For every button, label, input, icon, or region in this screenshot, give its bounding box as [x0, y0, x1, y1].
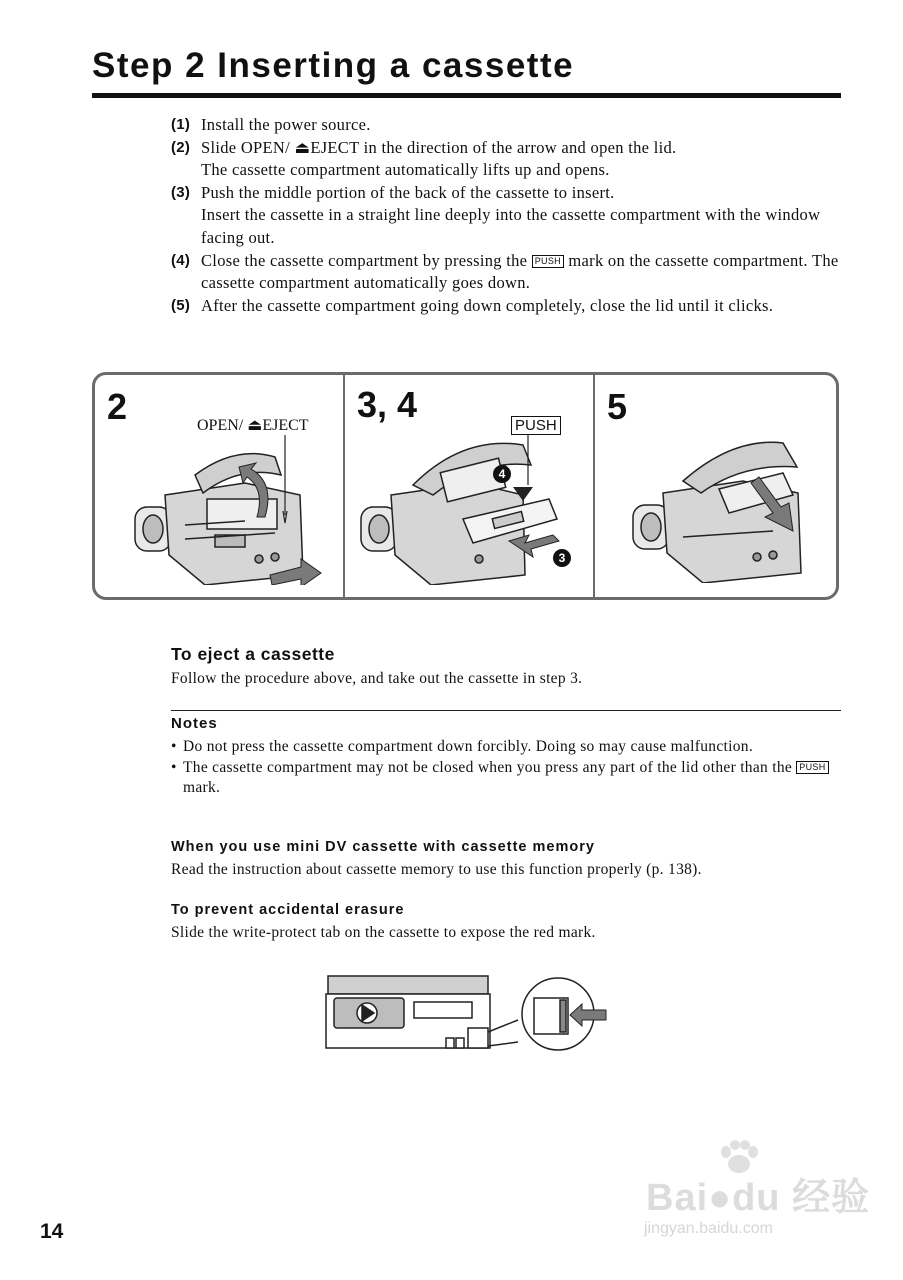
step-text: mark on the cassette compartment. The cassette compartment automatically goes down.: [201, 250, 839, 293]
memory-heading: When you use mini DV cassette with cassette memory: [171, 839, 595, 855]
panel-divider: [593, 375, 595, 597]
notes-rule: [171, 710, 841, 711]
eject-heading: To eject a cassette: [171, 644, 335, 664]
note-item: [171, 758, 841, 799]
panel-number: 3, 4: [357, 384, 418, 425]
erasure-heading: To prevent accidental erasure: [171, 902, 405, 918]
step-number: (4): [171, 251, 191, 269]
open-eject-label: OPEN/ ⏏EJECT: [197, 417, 309, 434]
push-label: PUSH: [511, 416, 561, 435]
step-text: The cassette compartment automatically lifts up and opens.: [201, 160, 610, 180]
camcorder-insert-cassette-illustration: [353, 435, 583, 585]
camcorder-open-lid-illustration: [125, 435, 325, 585]
panel-number: 5: [607, 386, 628, 427]
step-number: (3): [171, 183, 191, 201]
watermark-logo: Bai●du 经验: [646, 1177, 871, 1219]
notes-list: [171, 737, 841, 799]
step-text: Install the power source.: [201, 115, 371, 134]
push-mark: PUSH: [532, 255, 564, 268]
illustration-panels: [92, 372, 839, 600]
step-text: Insert the cassette in a straight line deeply into the cassette compartment with the window facing out.: [201, 205, 821, 247]
panel-number: 2: [107, 386, 128, 427]
callout-3: 3: [553, 549, 571, 567]
bullet-icon: •: [171, 738, 177, 755]
step-text: Slide OPEN/ ⏏EJECT in the direction of the arrow and open the lid.: [201, 137, 677, 157]
step-text: After the cassette compartment going down completely, close the lid until it clicks.: [201, 295, 774, 315]
camcorder-close-lid-illustration: [623, 433, 823, 583]
step-number: (1): [171, 116, 191, 133]
step-list: [171, 114, 841, 317]
erasure-text: Slide the write-protect tab on the cassette to expose the red mark.: [171, 924, 596, 941]
watermark-url: jingyan.baidu.com: [644, 1220, 773, 1237]
bullet-icon: •: [171, 758, 177, 776]
step-4: [171, 250, 841, 295]
note-text: The cassette compartment may not be closed when you press any part of the lid other than the: [183, 758, 793, 776]
note-text: mark.: [183, 779, 221, 796]
step-2: [171, 137, 841, 182]
step-3: [171, 182, 841, 250]
page-number: 14: [40, 1220, 64, 1243]
note-text: Do not press the cassette compartment down forcibly. Doing so may cause malfunction.: [183, 738, 753, 755]
step-text: Push the middle portion of the back of the cassette to insert.: [201, 182, 615, 202]
callout-4: 4: [493, 465, 511, 483]
notes-heading: Notes: [171, 715, 218, 732]
step-text: Close the cassette compartment by pressing the: [201, 250, 528, 270]
memory-text: Read the instruction about cassette memory to use this function properly (p. 138).: [171, 861, 702, 878]
step-1: [171, 114, 841, 137]
page-title: Step 2 Inserting a cassette: [92, 46, 575, 85]
cassette-write-protect-illustration: [322, 972, 622, 1052]
title-rule: [92, 93, 841, 98]
panel-divider: [343, 375, 345, 597]
eject-text: Follow the procedure above, and take out the cassette in step 3.: [171, 670, 583, 687]
watermark: [640, 1140, 871, 1250]
push-mark: PUSH: [796, 761, 828, 774]
step-number: (2): [171, 138, 191, 156]
note-item: [171, 737, 841, 758]
step-5: [171, 295, 841, 318]
step-number: (5): [171, 296, 191, 314]
